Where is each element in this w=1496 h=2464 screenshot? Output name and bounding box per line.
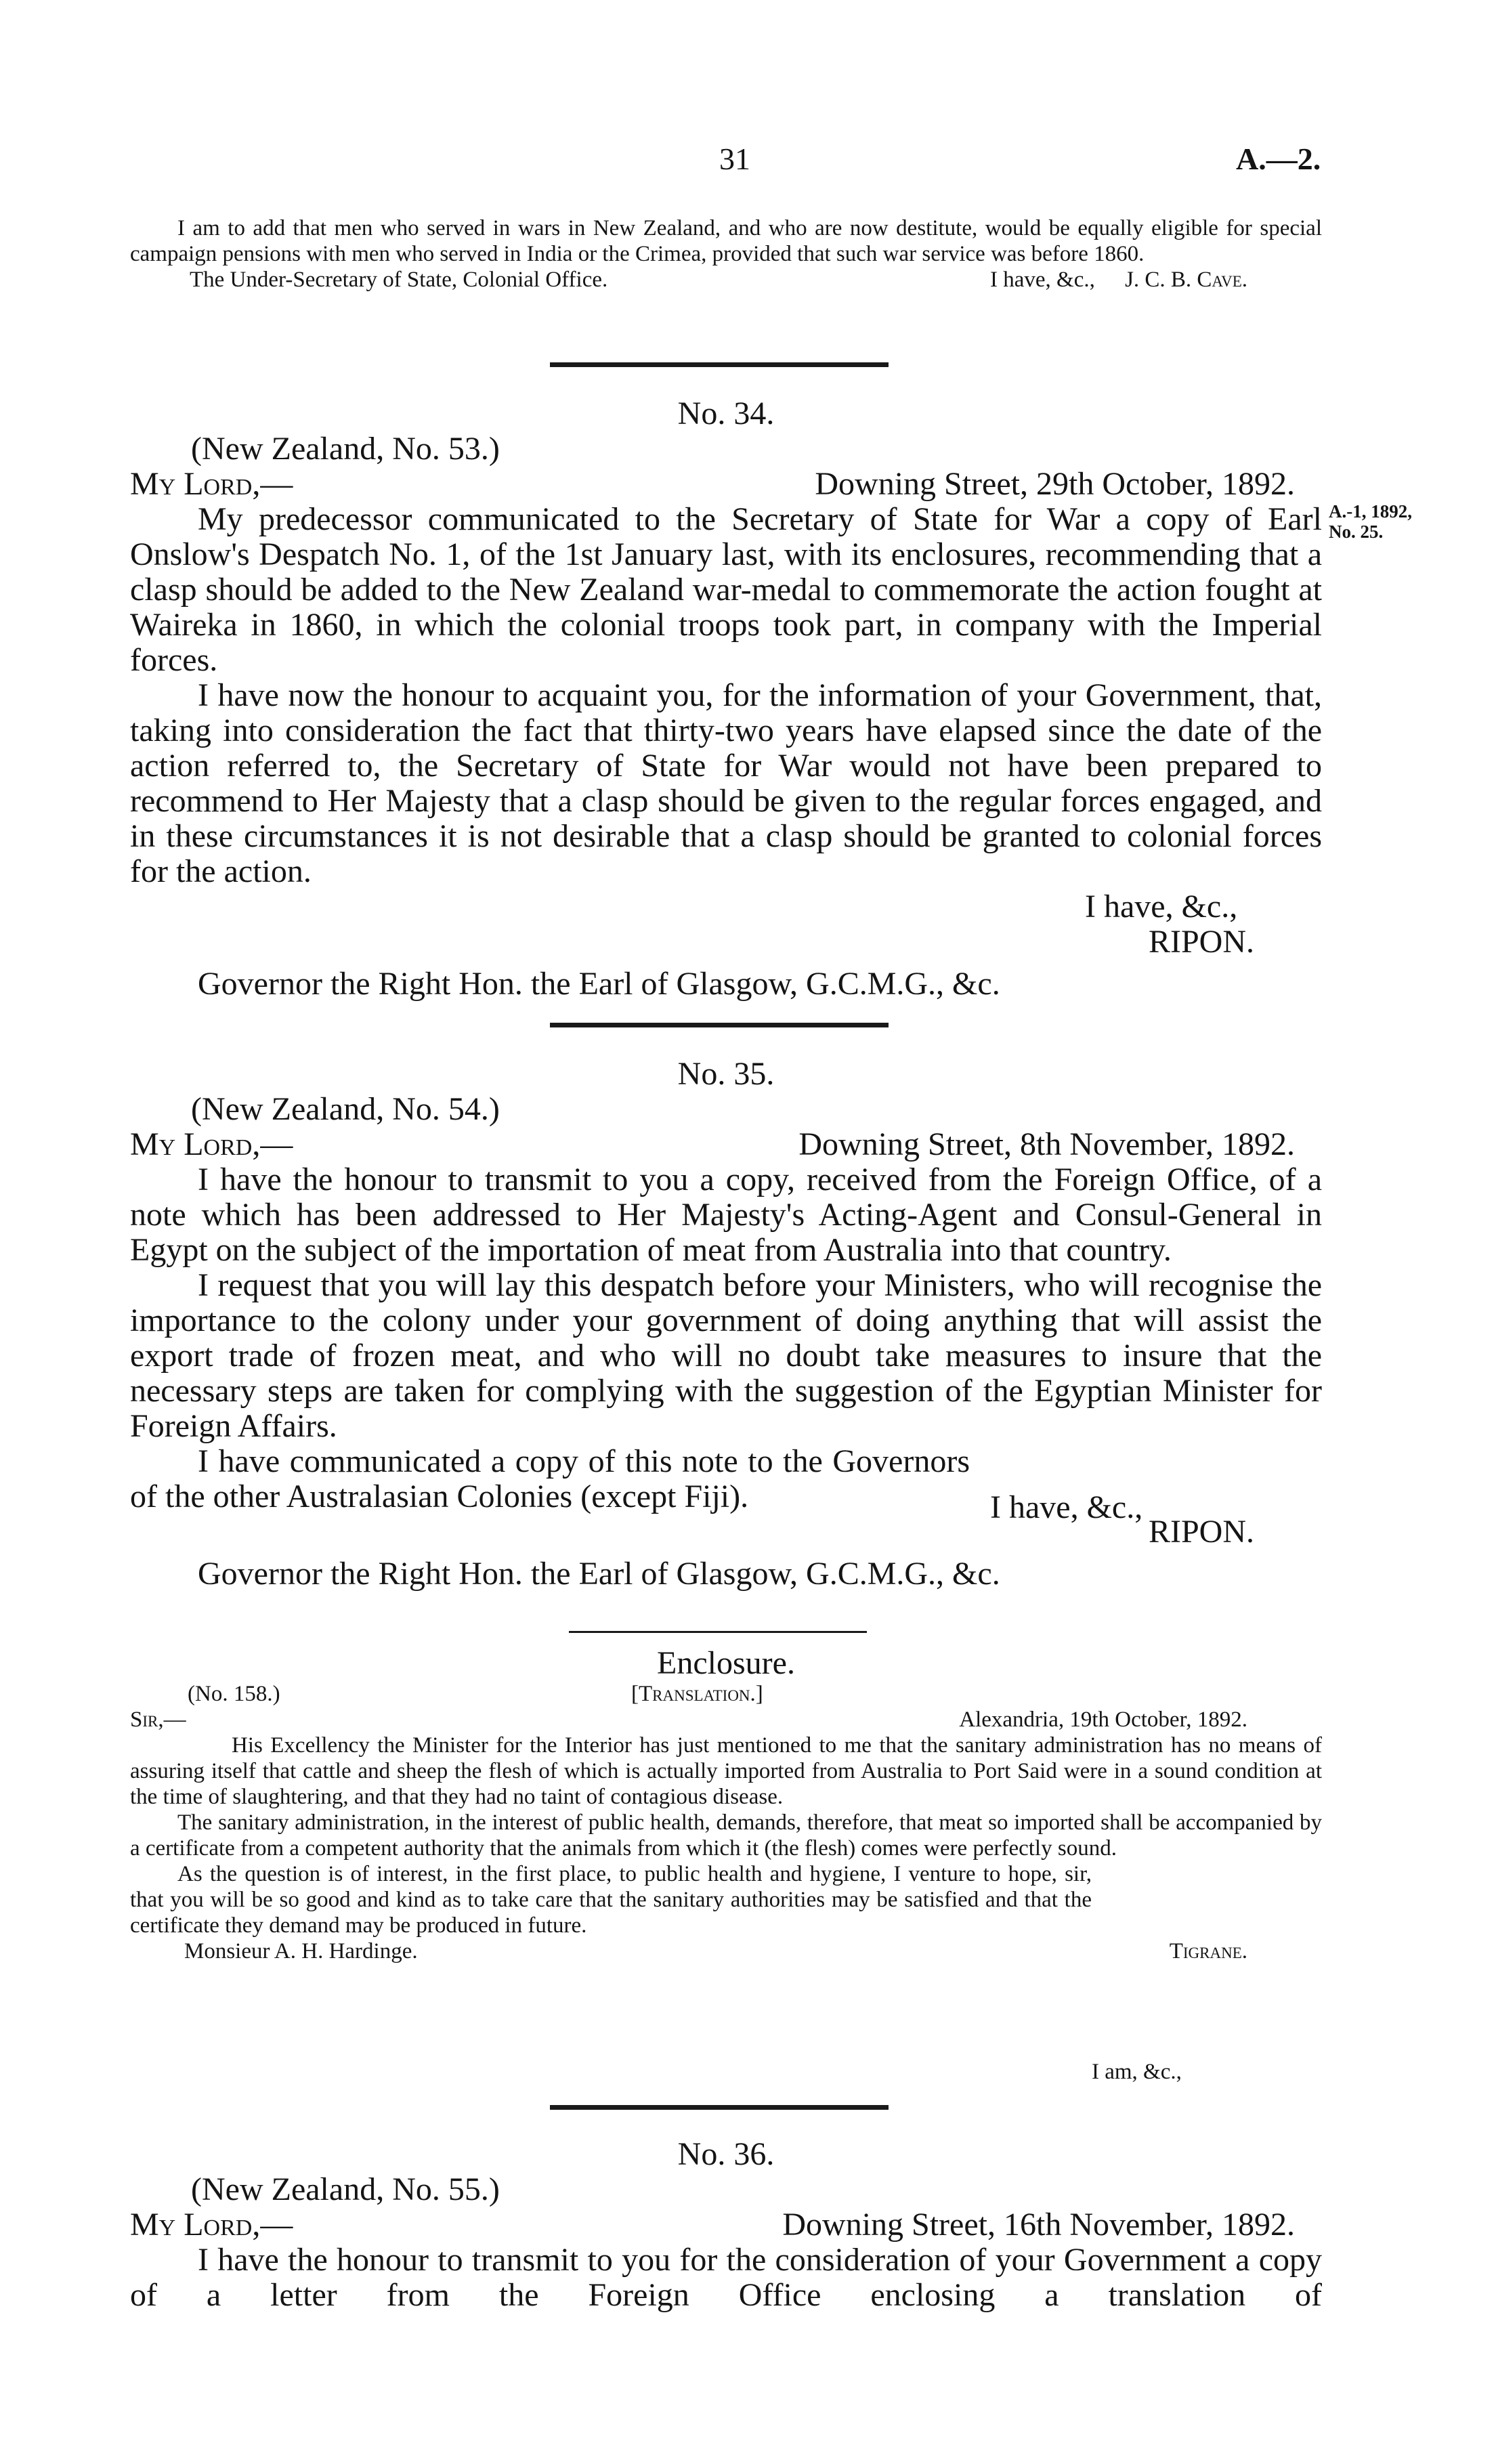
enclosure-addressee: Monsieur A. H. Hardinge. (184, 1939, 418, 1963)
despatch-series: (New Zealand, No. 55.) (191, 2171, 500, 2207)
enclosure-paragraph: The sanitary administration, in the interest of public health, demands, therefore, that meat so imported shall be accompanied by a certificate from a competent authority that the animals from which it (the flesh) comes were perfectly sound. (130, 1810, 1322, 1861)
enclosure-salutation-row (130, 1707, 1322, 1733)
enclosure-heading (130, 1681, 1322, 1707)
enclosure-signature: Tigrane. (1169, 1939, 1247, 1963)
cave-letter (130, 215, 1322, 293)
enclosure-place-date: Alexandria, 19th October, 1892. (959, 1707, 1247, 1732)
despatch-place-date: Downing Street, 16th November, 1892. (782, 2207, 1295, 2243)
despatch-addressee: Governor the Right Hon. the Earl of Glasgow, G.C.M.G., &c. (198, 1556, 1000, 1592)
cave-letter-closing: I have, &c., (990, 268, 1095, 292)
despatch-signature: RIPON. (1148, 1514, 1254, 1550)
despatch-no-36 (130, 2137, 1322, 2313)
despatch-paragraph: I have the honour to transmit to you a copy, received from the Foreign Office, of a note which has been addressed to Her Majesty's Acting-Agent and Consul-General in Egypt on the subject of the importation of meat from Australia into that country. (130, 1162, 1322, 1268)
despatch-paragraph: I request that you will lay this despatch before your Ministers, who will recognise the importance to the colony under your government of doing anything that will assist the export trade of frozen meat, and who will no doubt take measures to insure that the necessary steps are taken for complying with the suggestion of the Egyptian Minister for Foreign Affairs. (130, 1267, 1322, 1444)
despatch-series: (New Zealand, No. 54.) (191, 1091, 500, 1127)
despatch-heading-row (130, 2207, 1322, 2243)
despatch-title: No. 34. (677, 396, 775, 431)
section-divider (550, 2105, 889, 2110)
document-reference: A.—2. (1236, 142, 1321, 176)
enclosure-salutation: Sir,— (130, 1707, 186, 1732)
section-divider (569, 1631, 867, 1633)
despatch-heading-row (130, 1127, 1322, 1162)
cave-letter-body: I am to add that men who served in wars in New Zealand, and who are now destitute, would be equally eligible for special campaign pensions with men who served in India or the Crimea, provided that such war service was before 1860. (130, 216, 1322, 266)
enclosure-paragraph: His Excellency the Minister for the Interior has just mentioned to me that the sanitary administration has no means of assuring itself that cattle and sheep the flesh of which is actually imported from Australia to Port Said were in a sound condition at the time of slaughtering, and that they had no taint of contagious disease. (130, 1733, 1322, 1809)
despatch-salutation: My Lord,— (130, 2207, 293, 2243)
despatch-title: No. 35. (677, 1056, 775, 1092)
enclosure (130, 1645, 1322, 2084)
despatch-paragraph: I have communicated a copy of this note to the Governors of the other Australasian Colonies (except Fiji). (130, 1443, 970, 1514)
section-divider (550, 362, 889, 367)
despatch-paragraph: I have now the honour to acquaint you, for the information of your Government, that, taking into consideration the fact that thirty-two years have elapsed since the date of the action referred to, the Secretary of State for War would not have been prepared to recommend to Her Majesty that a clasp should be given to the regular forces engaged, and in these circumstances it is not desirable that a clasp should be granted to colonial forces for the action. (130, 677, 1322, 889)
despatch-closing-text: I have, &c., (1085, 889, 1238, 925)
cave-letter-addressee: The Under-Secretary of State, Colonial Office. (190, 268, 608, 292)
despatch-closing: I have, &c., (990, 1489, 1143, 1525)
margin-note-line: A.-1, 1892, (1329, 501, 1412, 522)
despatch-closing (130, 889, 1322, 925)
page-number: 31 (719, 142, 750, 176)
margin-note-line: No. 25. (1329, 522, 1384, 542)
despatch-signature: RIPON. (1148, 924, 1254, 960)
despatch-no-34 (130, 396, 1322, 1002)
despatch-title: No. 36. (677, 2136, 775, 2172)
despatch-salutation: My Lord,— (130, 1126, 293, 1162)
despatch-heading-row (130, 467, 1322, 502)
cave-letter-footer (130, 267, 1322, 293)
despatch-no-35 (130, 1057, 1322, 1592)
despatch-salutation: My Lord,— (130, 466, 293, 502)
margin-note (1329, 501, 1412, 542)
enclosure-paragraph: As the question is of interest, in the first place, to public health and hygiene, I venture to hope, sir, that you will be so good and kind as to take care that the sanitary authorities may be satisfied and that the certificate they demand may be produced in future. (130, 1862, 1092, 1938)
despatch-series: (New Zealand, No. 53.) (191, 431, 500, 467)
enclosure-closing: I am, &c., (1092, 2060, 1182, 2084)
enclosure-title: Enclosure. (657, 1645, 795, 1681)
enclosure-footer (130, 1938, 1322, 1964)
cave-letter-signature: J. C. B. Cave. (1125, 268, 1247, 292)
enclosure-number: (No. 158.) (188, 1682, 280, 1706)
section-divider (550, 1023, 889, 1027)
despatch-place-date: Downing Street, 29th October, 1892. (815, 466, 1295, 502)
despatch-addressee: Governor the Right Hon. the Earl of Glasgow, G.C.M.G., &c. (198, 966, 1000, 1002)
despatch-paragraph: My predecessor communicated to the Secretary of State for War a copy of Earl Onslow's Despatch No. 1, of the 1st January last, with its enclosures, recommending that a clasp should be added to the New Zealand war-medal to commemorate the action fought at Waireka in 1860, in which the colonial troops took part, in company with the Imperial forces. (130, 501, 1322, 678)
despatch-paragraph: I have the honour to transmit to you for the consideration of your Government a copy of a letter from the Foreign Office enclosing a translation of (130, 2242, 1322, 2313)
enclosure-translation-label: [Translation.] (631, 1682, 763, 1706)
despatch-place-date: Downing Street, 8th November, 1892. (798, 1126, 1295, 1162)
